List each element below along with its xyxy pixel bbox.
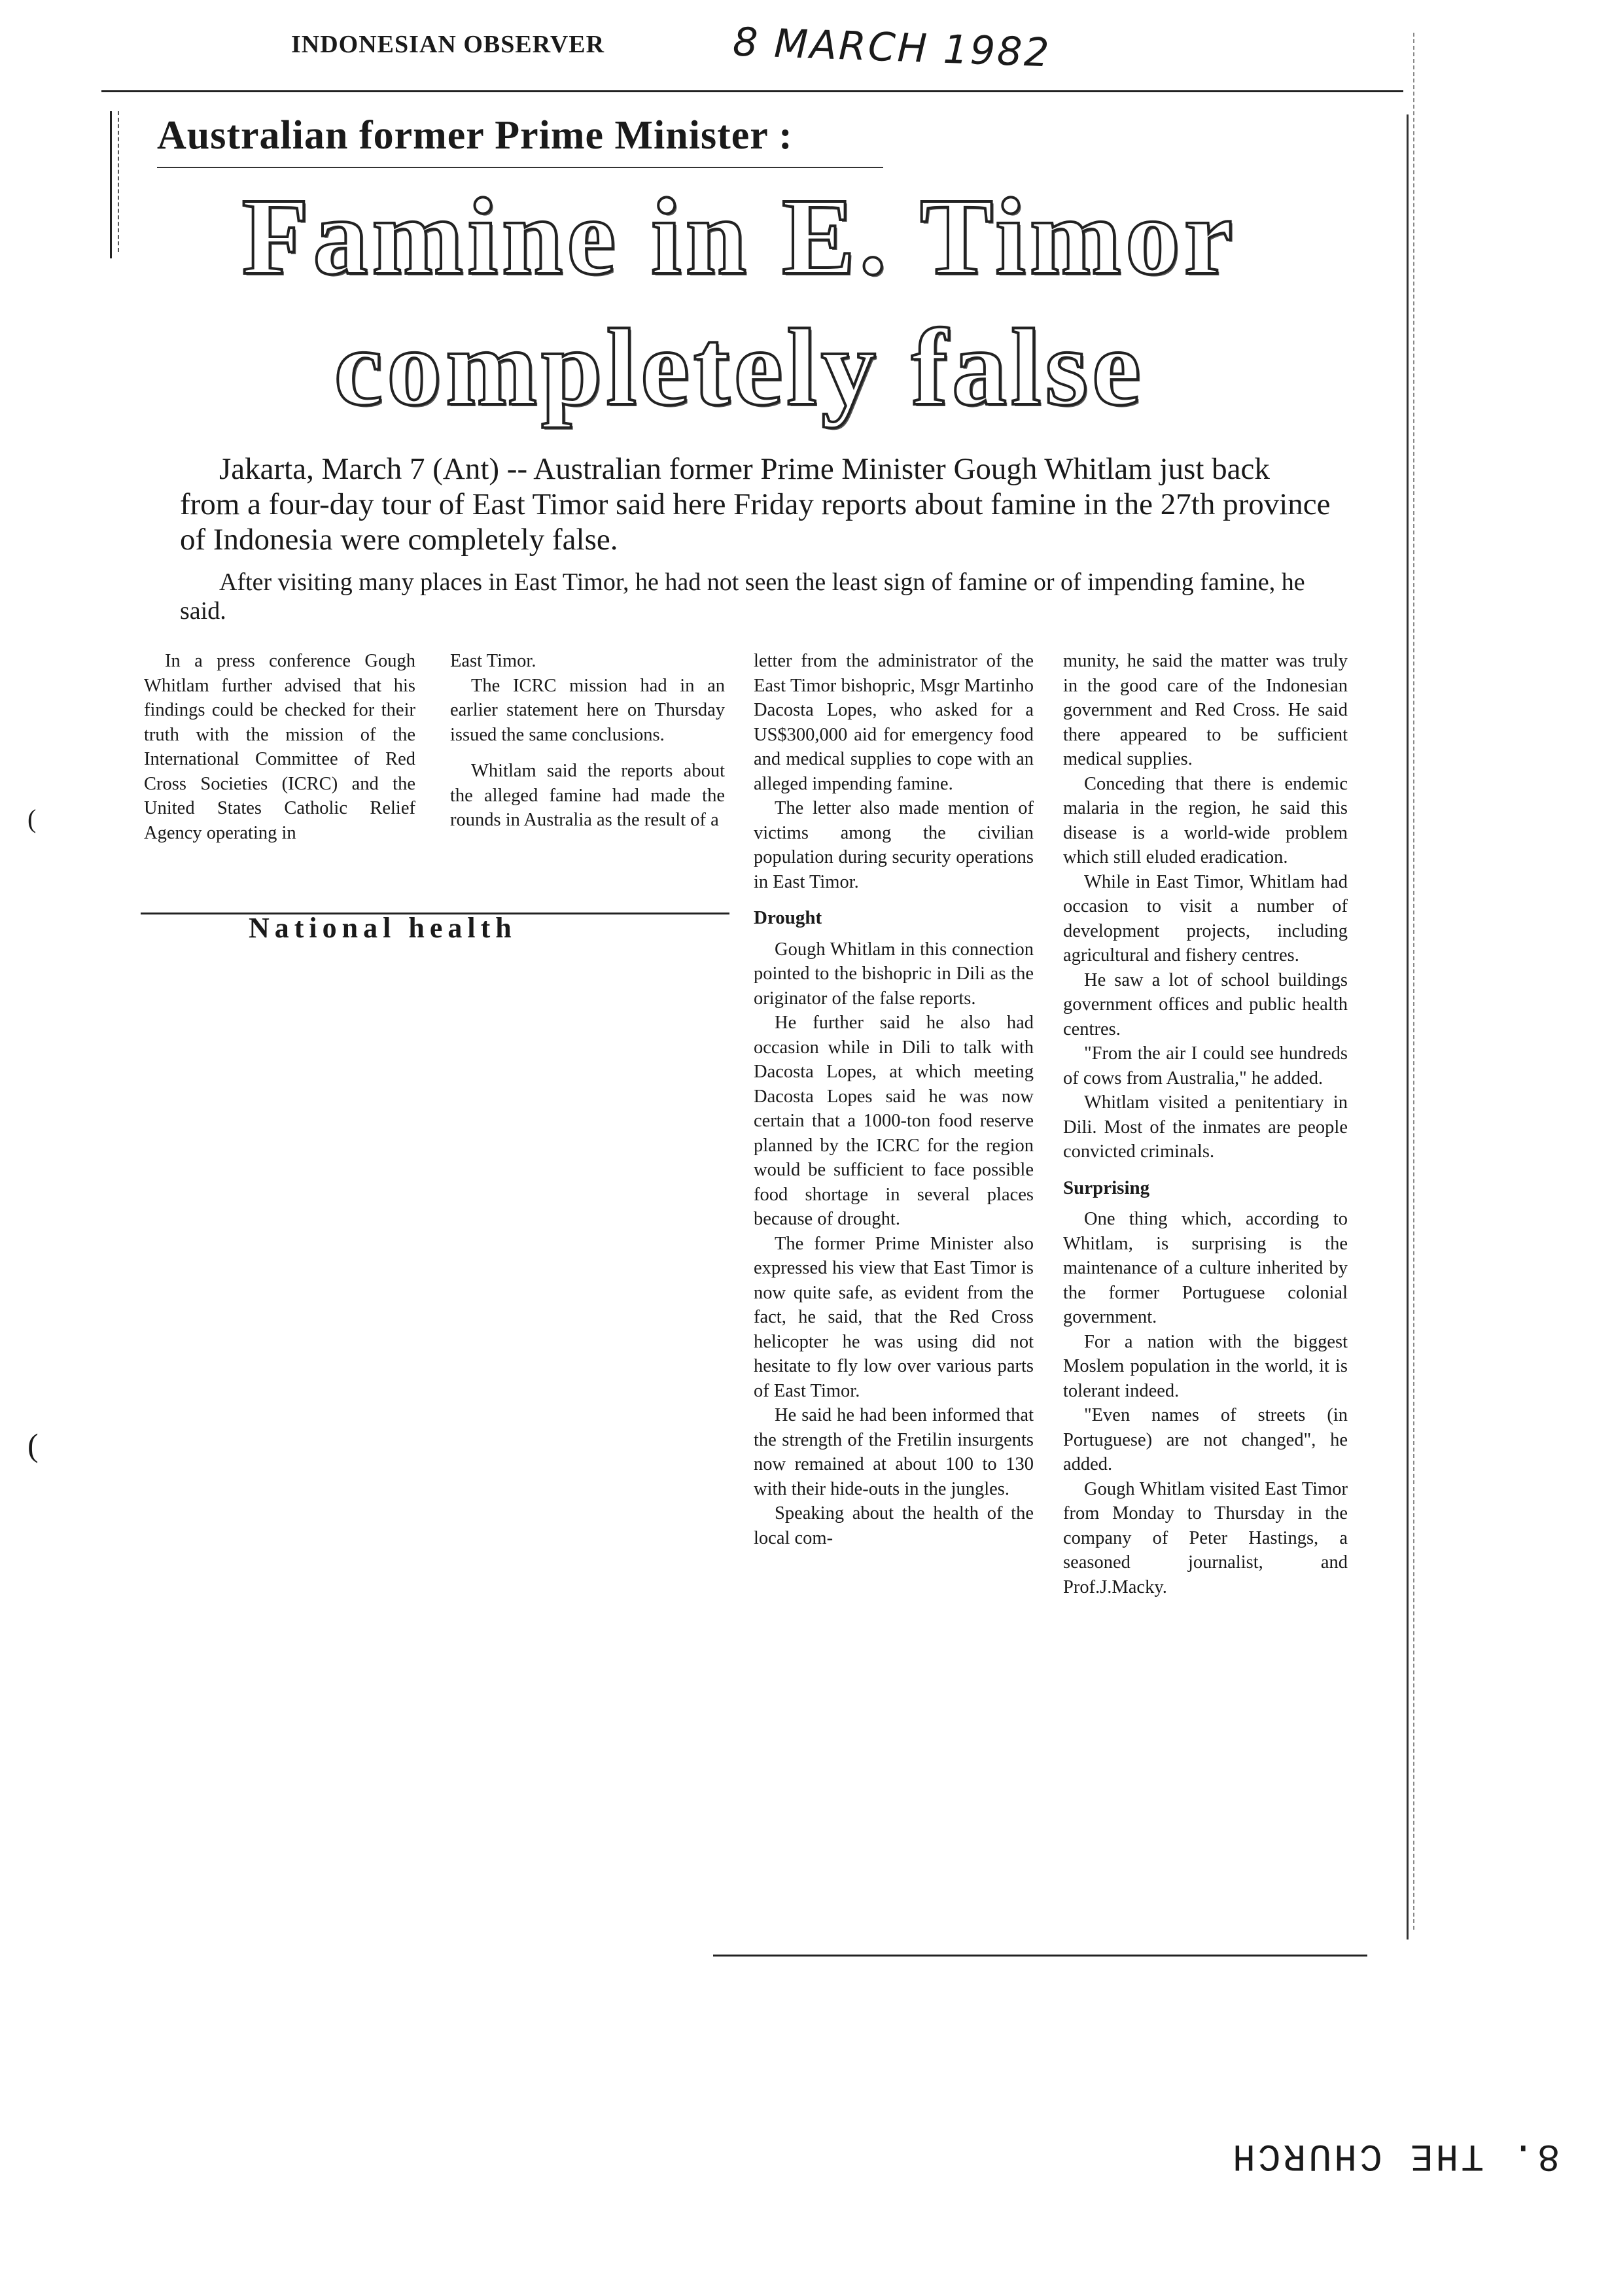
subhead-surprising: Surprising: [1063, 1177, 1150, 1198]
col4-paragraph: munity, he said the matter was truly in the good care of the Indonesian government and Red Cross. He said there appeared to be sufficient medical supplies.: [1063, 651, 1348, 769]
kicker-rule: [157, 167, 883, 168]
col4-paragraph: "Even names of streets (in Portuguese) are not changed", he added.: [1063, 1405, 1348, 1474]
col4-paragraph: For a nation with the biggest Moslem population in the world, it is tolerant indeed.: [1063, 1331, 1348, 1401]
masthead: INDONESIAN OBSERVER: [291, 31, 605, 58]
col3-paragraph: The letter also made mention of victims among the civilian population during security operations in East Timor.: [754, 798, 1034, 892]
col4-paragraph: "From the air I could see hundreds of cows from Australia," he added.: [1063, 1043, 1348, 1088]
col1-paragraph: In a press conference Gough Whitlam further advised that his findings could be checked for their truth with the mission of the International Committee of Red Cross Societies (ICRC) and the United States Catholic Relief Agency operating in: [144, 651, 415, 843]
right-margin-dash: [1413, 33, 1414, 1930]
lead-paragraph: Jakarta, March 7 (Ant) -- Australian former Prime Minister Gough Whitlam just back from a four-day tour of East Timor said here Friday reports about famine in the 27th province of Indonesia were completely false.: [180, 452, 1331, 557]
col4-paragraph: Gough Whitlam visited East Timor from Monday to Thursday in the company of Peter Hastings, a seasoned journalist, and Prof.J.Macky.: [1063, 1478, 1348, 1597]
handwritten-date: 8 MARCH 1982: [731, 19, 1052, 77]
cutoff-next-headline: National health: [249, 912, 517, 944]
headline-line-1: Famine in E. Timor: [241, 176, 1237, 298]
col3-paragraph: He further said he also had occasion while in Dili to talk with Dacosta Lopes, at which meeting Dacosta Lopes said he was now certain that a 1000-ton food reserve planned by the ICRC for the region would be sufficient to face possible food shortage in several places because of drought.: [754, 1013, 1034, 1229]
col4-paragraph: While in East Timor, Whitlam had occasion to visit a number of development projects, including agricultural and fishery centres.: [1063, 871, 1348, 965]
col3-paragraph: The former Prime Minister also expressed his view that East Timor is now quite safe, as evident from the fact, he said, that the Red Cross helicopter he was using did not hesitate to fly low over various parts of East Timor.: [754, 1233, 1034, 1401]
headline: [101, 171, 1377, 433]
col2-paragraph: The ICRC mission had in an earlier statement here on Thursday issued the same conclusions.: [450, 675, 725, 745]
col4-paragraph: Whitlam visited a penitentiary in Dili. Most of the inmates are people convicted criminals.: [1063, 1092, 1348, 1162]
col3-paragraph: Speaking about the health of the local com-: [754, 1503, 1034, 1548]
masthead-rule: [101, 90, 1403, 92]
col3-paragraph: letter from the administrator of the East Timor bishopric, Msgr Martinho Dacosta Lopes, who asked for a US$300,000 aid for emergency food and medical supplies to cope with an alleged impending famine.: [754, 651, 1034, 794]
col4-paragraph: He saw a lot of school buildings government offices and public health centres.: [1063, 969, 1348, 1039]
subhead-drought: Drought: [754, 907, 822, 928]
headline-line-2: completely false: [334, 307, 1145, 428]
col3-paragraph: Gough Whitlam in this connection pointed to the bishopric in Dili as the originator of the false reports.: [754, 939, 1034, 1009]
bottom-rule: [713, 1955, 1367, 1957]
col2-paragraph: East Timor.: [450, 651, 536, 671]
margin-mark: (: [27, 1427, 39, 1463]
margin-mark: (: [27, 804, 37, 833]
col4-paragraph: Conceding that there is endemic malaria in the region, he said this disease is a world-wide problem which still eluded eradication.: [1063, 773, 1348, 867]
col3-paragraph: He said he had been informed that the strength of the Fretilin insurgents now remained at about 100 to 130 with their hide-outs in the jungles.: [754, 1405, 1034, 1499]
right-margin-bar: [1407, 114, 1409, 1939]
column-4: [1063, 649, 1348, 1599]
column-3: [754, 649, 1034, 1550]
col4-paragraph: One thing which, according to Whitlam, is surprising is the maintenance of a culture inherited by the former Portuguese colonial government.: [1063, 1209, 1348, 1327]
column-1: [144, 649, 415, 845]
page-footer-stamp: 8. THE CHURCH: [1230, 2134, 1560, 2176]
column-2: [450, 649, 725, 833]
col2-paragraph: Whitlam said the reports about the alleged famine had made the rounds in Australia as the result of a: [450, 761, 725, 830]
kicker: Australian former Prime Minister :: [157, 113, 793, 158]
lead-paragraph-2: After visiting many places in East Timor, he had not seen the least sign of famine or of impending famine, he said.: [180, 568, 1305, 625]
